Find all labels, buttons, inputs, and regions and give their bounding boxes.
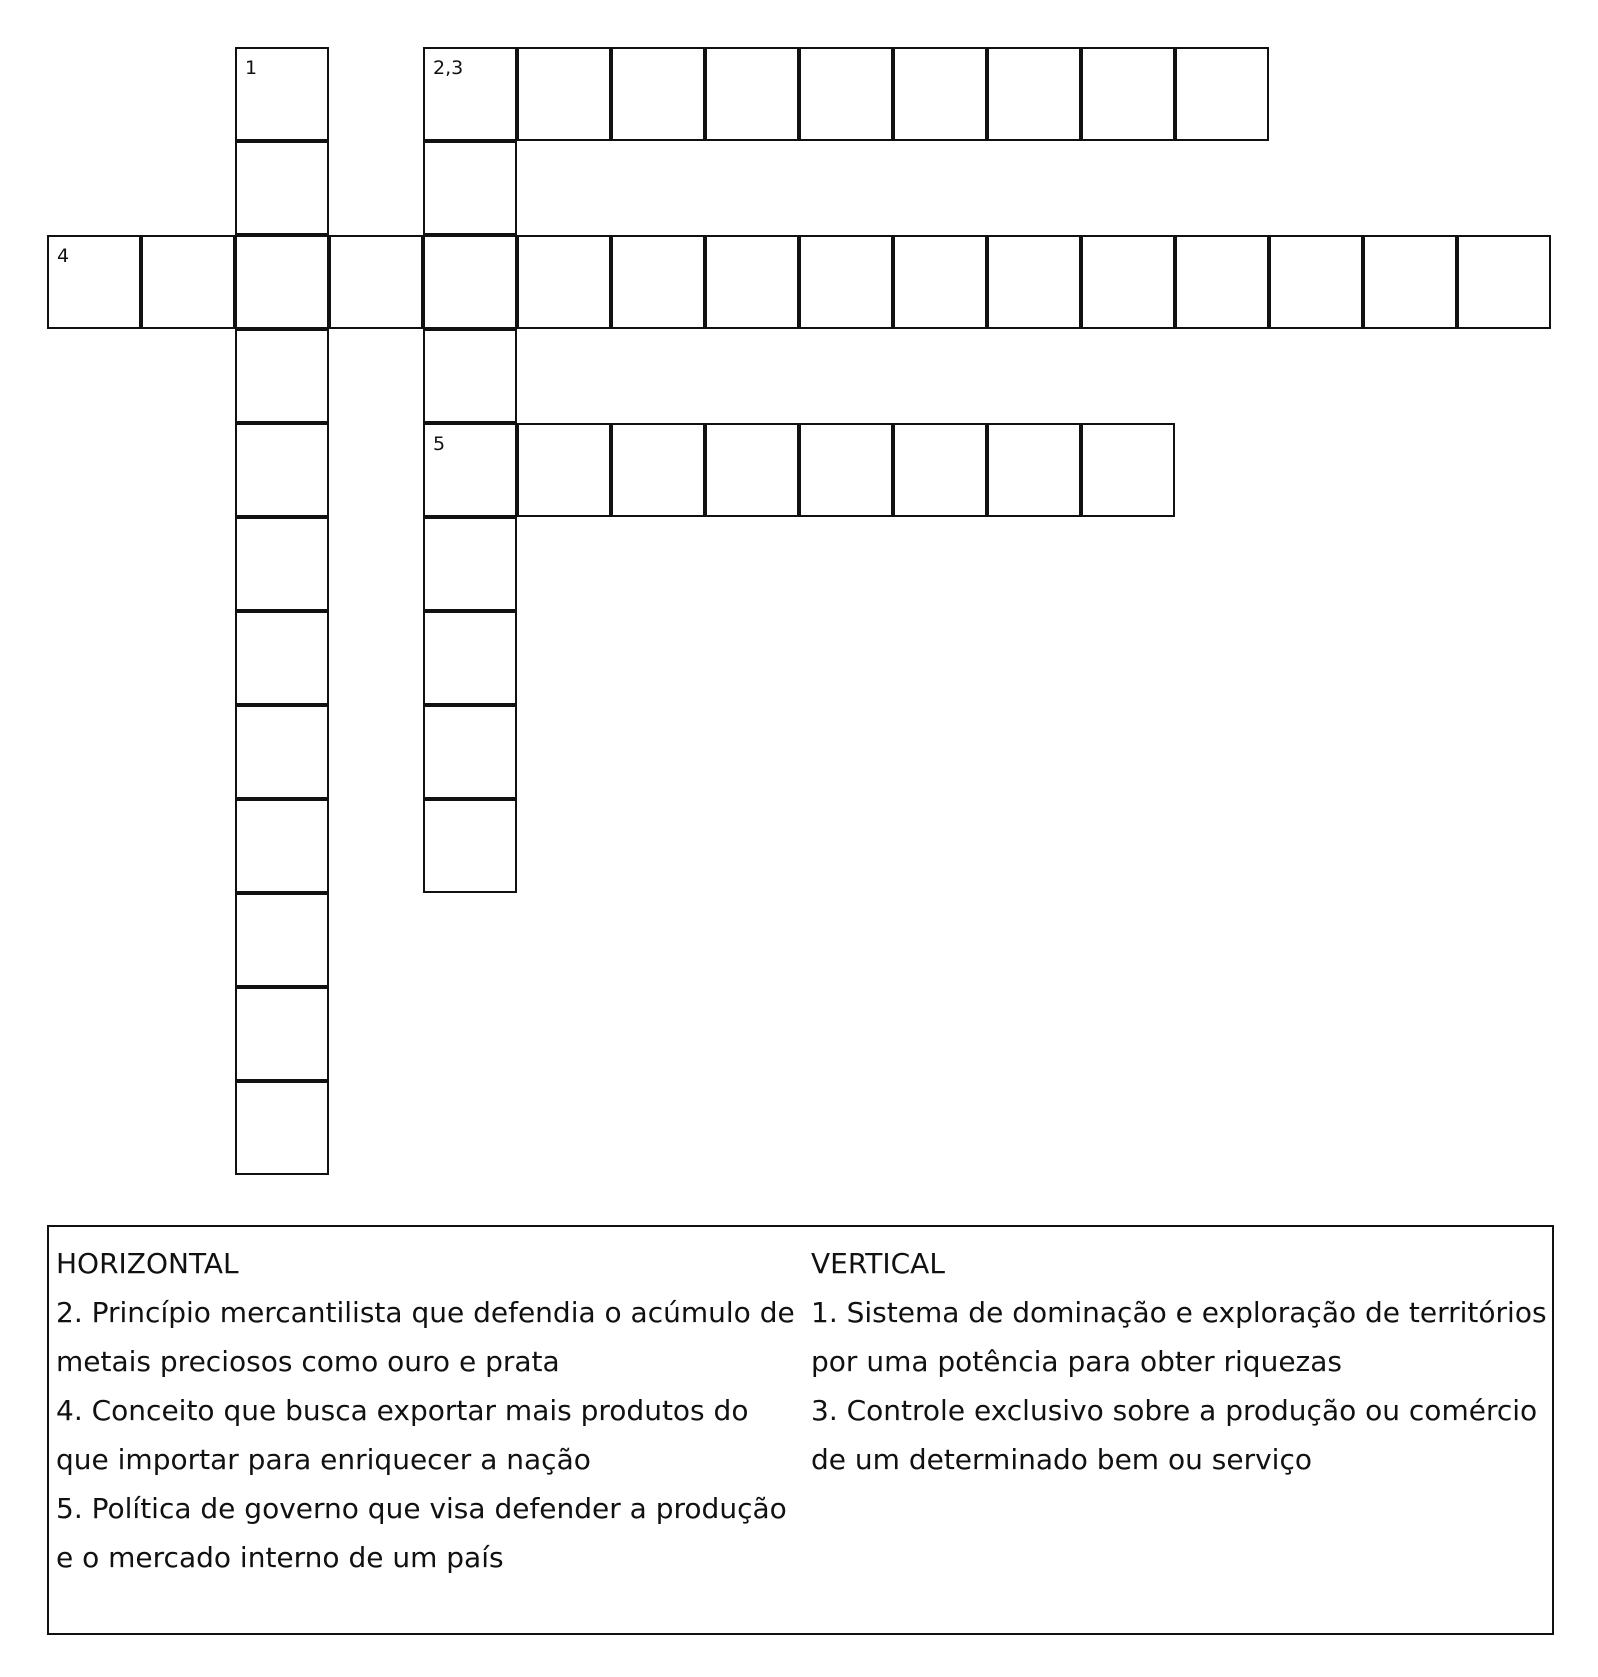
grid-cell[interactable] <box>1457 235 1551 329</box>
grid-cell[interactable] <box>705 47 799 141</box>
grid-cell[interactable] <box>423 47 517 141</box>
grid-cell[interactable] <box>423 517 517 611</box>
grid-cell[interactable] <box>235 987 329 1081</box>
grid-cell[interactable] <box>235 141 329 235</box>
grid-cell[interactable] <box>235 517 329 611</box>
horizontal-heading: HORIZONTAL <box>56 1247 239 1280</box>
grid-cell[interactable] <box>423 329 517 423</box>
clue-number: 2,3 <box>433 57 464 79</box>
clue-across-4: 4. Conceito que busca exportar mais produtos do que importar para enriquecer a nação <box>56 1394 749 1476</box>
grid-cell[interactable] <box>893 235 987 329</box>
grid-cell[interactable] <box>799 47 893 141</box>
grid-cell[interactable] <box>235 705 329 799</box>
grid-cell[interactable] <box>423 141 517 235</box>
grid-cell[interactable] <box>799 235 893 329</box>
grid-cell[interactable] <box>1175 235 1269 329</box>
grid-cell[interactable] <box>517 235 611 329</box>
grid-cell[interactable] <box>47 235 141 329</box>
grid-cell[interactable] <box>987 235 1081 329</box>
grid-cell[interactable] <box>1081 423 1175 517</box>
grid-cell[interactable] <box>423 423 517 517</box>
clue-down-3: 3. Controle exclusivo sobre a produção ou comércio de um determinado bem ou serviço <box>811 1394 1538 1476</box>
grid-cell[interactable] <box>235 423 329 517</box>
grid-cell[interactable] <box>235 47 329 141</box>
clue-number: 1 <box>245 57 258 79</box>
grid-cell[interactable] <box>705 235 799 329</box>
grid-cell[interactable] <box>423 705 517 799</box>
grid-cell[interactable] <box>423 611 517 705</box>
grid-cell[interactable] <box>235 611 329 705</box>
grid-cell[interactable] <box>517 423 611 517</box>
grid-cell[interactable] <box>611 423 705 517</box>
grid-cell[interactable] <box>705 423 799 517</box>
clue-across-5: 5. Política de governo que visa defender a produção e o mercado interno de um país <box>56 1492 787 1574</box>
grid-cell[interactable] <box>987 423 1081 517</box>
grid-cell[interactable] <box>611 235 705 329</box>
clue-number: 4 <box>57 245 70 267</box>
clue-number: 5 <box>433 433 446 455</box>
clues-box <box>47 1225 1554 1635</box>
clue-down-1: 1. Sistema de dominação e exploração de territórios por uma potência para obter riquezas <box>811 1296 1547 1378</box>
vertical-heading: VERTICAL <box>811 1247 945 1280</box>
grid-cell[interactable] <box>799 423 893 517</box>
horizontal-clues <box>56 1239 801 1582</box>
grid-cell[interactable] <box>235 235 329 329</box>
grid-cell[interactable] <box>1269 235 1363 329</box>
grid-cell[interactable] <box>1081 235 1175 329</box>
grid-cell[interactable] <box>235 893 329 987</box>
grid-cell[interactable] <box>423 799 517 893</box>
grid-cell[interactable] <box>423 235 517 329</box>
grid-cell[interactable] <box>517 47 611 141</box>
grid-cell[interactable] <box>893 47 987 141</box>
grid-cell[interactable] <box>141 235 235 329</box>
grid-cell[interactable] <box>1081 47 1175 141</box>
grid-cell[interactable] <box>987 47 1081 141</box>
grid-cell[interactable] <box>235 799 329 893</box>
clue-across-2: 2. Princípio mercantilista que defendia o acúmulo de metais preciosos como ouro e prata <box>56 1296 795 1378</box>
grid-cell[interactable] <box>235 1081 329 1175</box>
grid-cell[interactable] <box>611 47 705 141</box>
grid-cell[interactable] <box>329 235 423 329</box>
grid-cell[interactable] <box>1363 235 1457 329</box>
grid-cell[interactable] <box>1175 47 1269 141</box>
grid-cell[interactable] <box>893 423 987 517</box>
grid-cell[interactable] <box>235 329 329 423</box>
vertical-clues <box>811 1239 1551 1484</box>
